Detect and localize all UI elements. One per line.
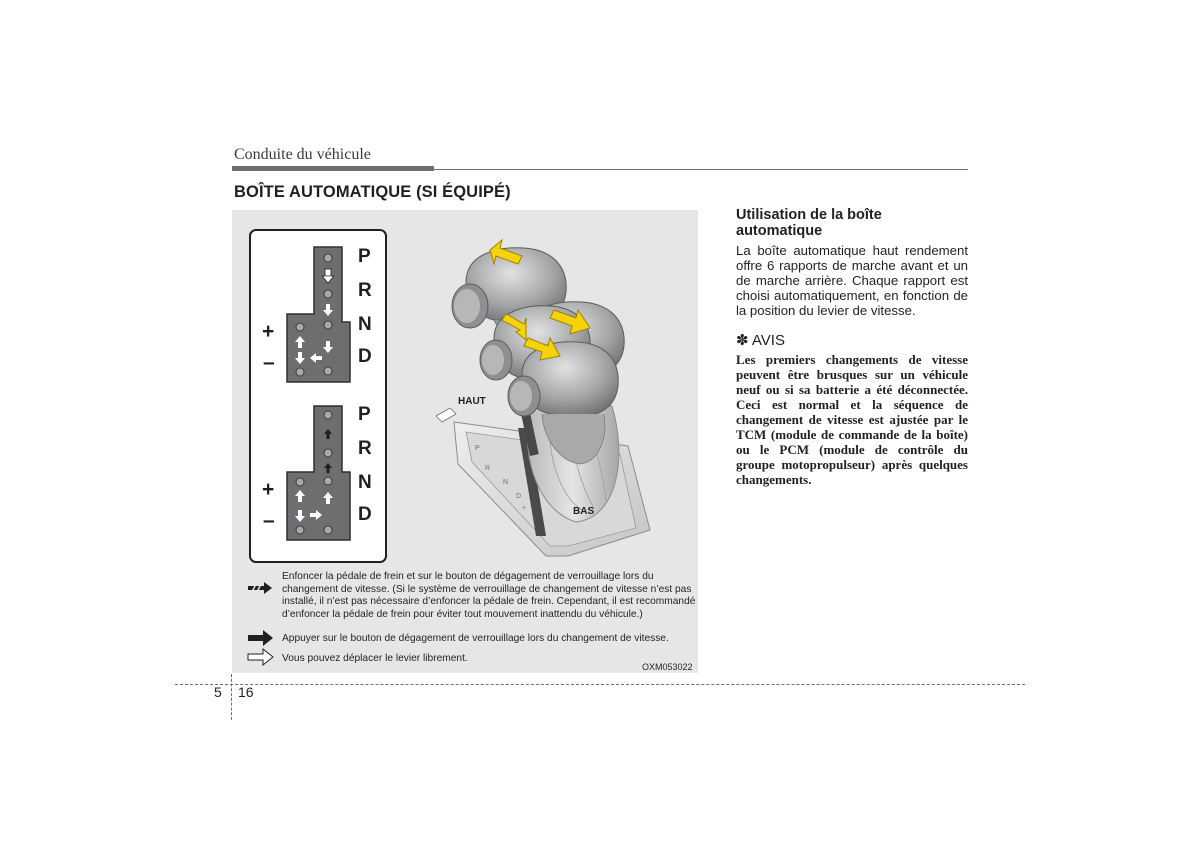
page-number: 16	[238, 684, 254, 700]
plate-letter-n: N	[503, 479, 509, 486]
figure-code: OXM053022	[642, 662, 693, 672]
footer-vertical-divider	[231, 674, 232, 720]
main-heading: BOÎTE AUTOMATIQUE (SI ÉQUIPÉ)	[234, 183, 511, 201]
plate-letter-d: D	[516, 493, 522, 500]
avis-heading: ✽ AVIS	[736, 332, 785, 349]
minus-label: –	[263, 351, 275, 374]
minus-label: –	[263, 509, 275, 532]
gate-letter-p: P	[358, 404, 371, 425]
gate-letter-n: N	[358, 472, 372, 493]
right-column	[736, 207, 968, 487]
plate-letter-minus: –	[532, 515, 536, 522]
legend-item-button: Appuyer sur le bouton de dégagement de verrouillage lors du changement de vitesse.	[282, 633, 669, 644]
body-paragraph: La boîte automatique haut rendement offre 6 rapports de marche avant et un de marche arrière. Chaque rapport est choisi automatiquement, en fonction de la position du levier de vitesse.	[736, 243, 968, 318]
footer-divider	[175, 684, 1025, 685]
page-chapter: 5	[214, 684, 222, 700]
gate-letter-r: R	[358, 280, 372, 301]
plate-letter-plus: +	[522, 505, 527, 512]
header-rule-thick	[232, 166, 434, 171]
gate-letter-r: R	[358, 438, 372, 459]
gate-letter-d: D	[358, 346, 372, 367]
plus-label: +	[262, 478, 275, 501]
bas-label: BAS	[573, 506, 595, 517]
gate-letter-p: P	[358, 246, 371, 267]
legend-item-free: Vous pouvez déplacer le levier librement.	[282, 653, 468, 664]
legend-item-brake: Enfoncer la pédale de frein et sur le bouton de dégagement de verrouillage lors du changement de vitesse. (Si le système de verrouillage de changement de vitesse n’est pas installé, il n’est pas nécessaire d’enfoncer la pédale de frein. Cependant, il est recommandé d’enfoncer la pédale de frein pour éviter tout mouvement inattendu du véhicule.)	[282, 571, 696, 620]
header-rule-thin	[434, 169, 968, 170]
gate-letter-d: D	[358, 504, 372, 525]
plus-label: +	[262, 320, 275, 343]
subheading: Utilisation de la boîte automatique	[736, 207, 882, 239]
gate-letter-n: N	[358, 314, 372, 335]
avis-paragraph: Les premiers changements de vitesse peuvent être brusques sur un véhicule neuf ou si sa batterie a été déconnectée. Ceci est normal et la séquence de changement de vitesse est ajustée par le TCM (module de commande de la boîte) ou le PCM (module de contrôle du groupe motopropulseur) après quelques changements.	[736, 352, 968, 487]
plate-letter-p: P	[475, 445, 480, 452]
plate-letter-r: R	[485, 465, 491, 472]
section-title: Conduite du véhicule	[234, 146, 371, 163]
shift-gate-figure	[232, 210, 698, 673]
haut-label: HAUT	[458, 396, 486, 407]
